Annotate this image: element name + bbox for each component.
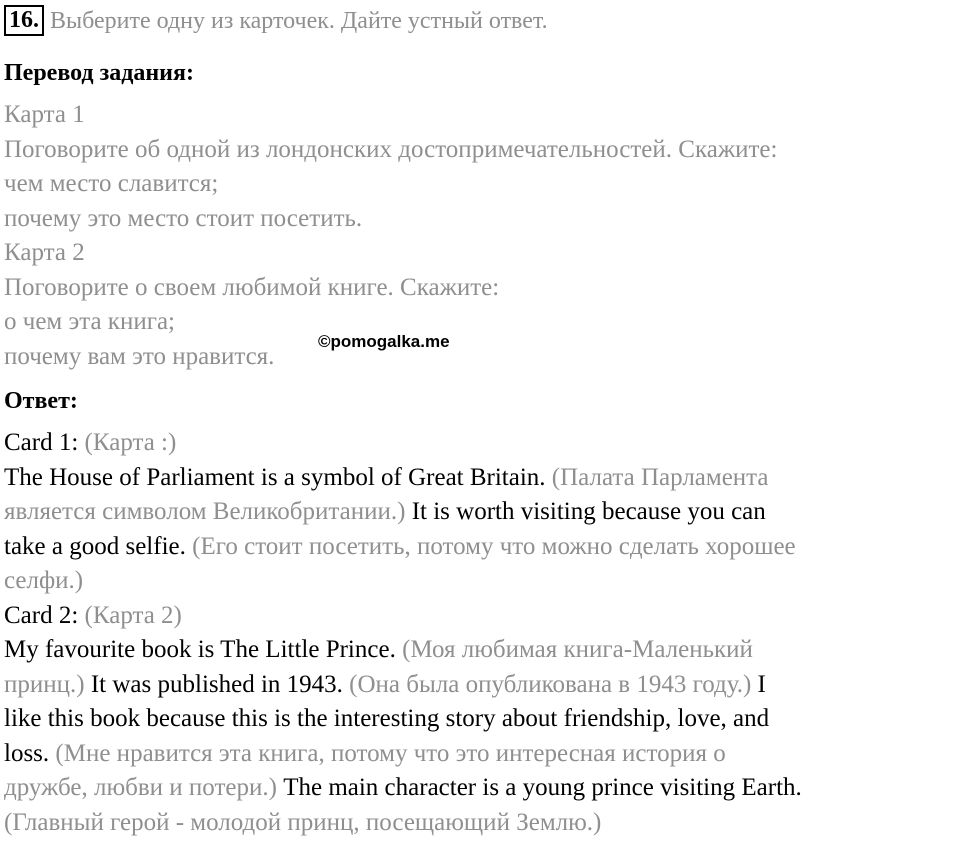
task-line	[4, 4, 958, 38]
translation-line: о чем эта книга;	[4, 308, 175, 335]
answer-heading: Ответ:	[4, 388, 78, 414]
english-answer-text: It was published in 1943.	[90, 670, 350, 698]
russian-translation-text: (Карта :)	[84, 429, 177, 456]
translation-line: Карта 2	[4, 239, 85, 266]
russian-translation-text: (Главный герой - молодой принц, посещающий Землю.)	[4, 808, 602, 836]
english-answer-text: Card 1:	[4, 429, 85, 456]
russian-translation-text: принц.)	[4, 670, 91, 698]
answer-line	[4, 771, 958, 806]
task-instruction: Выберите одну из карточек. Дайте устный ответ.	[50, 8, 548, 34]
russian-translation-text: (Она была опубликована в 1943 году.)	[349, 670, 758, 698]
english-answer-text: I	[757, 670, 766, 698]
answer-line	[4, 495, 958, 530]
translation-block	[4, 98, 958, 374]
answer-line	[4, 702, 958, 737]
translation-line: Поговорите о своем любимой книге. Скажите:	[4, 273, 500, 301]
answer-line	[4, 426, 958, 461]
answer-line	[4, 461, 958, 496]
english-answer-text: Card 2:	[4, 601, 85, 629]
answer-line	[4, 530, 958, 565]
english-answer-text: The main character is a young prince visiting Earth.	[283, 774, 802, 801]
russian-translation-text: является символом Великобритании.)	[4, 498, 412, 525]
translation-line: чем место славится;	[4, 170, 219, 197]
translation-line: Карта 1	[4, 101, 85, 128]
answer-line	[4, 599, 958, 634]
english-answer-text: It is worth visiting because you can	[411, 498, 766, 525]
english-answer-text: take a good selfie.	[4, 532, 193, 560]
russian-translation-text: (Палата Парламента	[551, 463, 769, 491]
answer-line	[4, 564, 958, 599]
watermark: ©pomogalka.me	[318, 332, 450, 351]
english-answer-text: loss.	[4, 739, 56, 767]
english-answer-text: The House of Parliament is a symbol of Great Britain.	[4, 463, 552, 491]
answer-line	[4, 806, 958, 841]
russian-translation-text: (Карта 2)	[84, 601, 182, 629]
english-answer-text: like this book because this is the interesting story about friendship, love, and	[4, 705, 770, 732]
russian-translation-text: (Его стоит посетить, потому что можно сделать хорошее	[192, 532, 796, 560]
russian-translation-text: (Мне нравится эта книга, потому что это интересная история о	[55, 739, 726, 767]
answer-line	[4, 668, 958, 703]
translation-line: Поговорите об одной из лондонских достопримечательностей. Скажите:	[4, 135, 778, 163]
answer-block	[4, 426, 958, 840]
russian-translation-text: (Моя любимая книга-Маленький	[402, 636, 753, 663]
task-number: 16.	[4, 5, 44, 36]
translation-line: почему это место стоит посетить.	[4, 204, 363, 232]
translation-line: почему вам это нравится.	[4, 342, 275, 370]
answer-line	[4, 633, 958, 668]
russian-translation-text: дружбе, любви и потери.)	[4, 774, 284, 801]
russian-translation-text: селфи.)	[4, 567, 84, 594]
translation-heading: Перевод задания:	[4, 60, 194, 86]
document-page	[4, 4, 958, 840]
english-answer-text: My favourite book is The Little Prince.	[4, 636, 403, 663]
answer-line	[4, 737, 958, 772]
